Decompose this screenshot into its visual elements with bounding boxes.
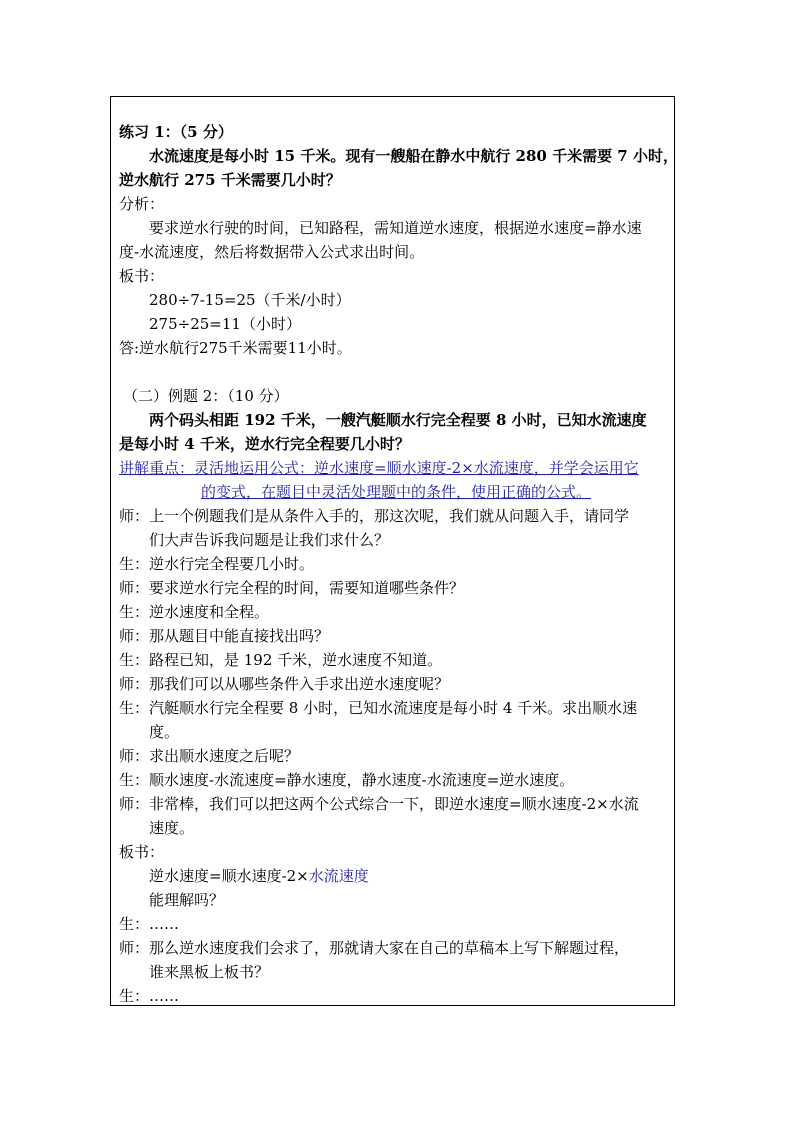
dialogue-line: 度。: [149, 723, 180, 741]
dialogue-line: 生：……: [119, 987, 180, 1005]
dialogue-line: 师：求出顺水速度之后呢？: [119, 747, 300, 765]
dialogue-line: 师：要求逆水行完全程的时间，需要知道哪些条件？: [119, 579, 465, 597]
dialogue-line: 师：非常棒，我们可以把这两个公式综合一下，即逆水速度=顺水速度-2×水流: [119, 795, 639, 813]
lesson-table-cell: [110, 96, 678, 1006]
ex2-focus-line1: [119, 457, 639, 479]
dialogue-line: 生：汽艇顺水行完全程要 8 小时，已知水流速度是每小时 4 千米。求出顺水速: [119, 699, 638, 717]
dialogue-line: 生：逆水速度和全程。: [119, 603, 270, 621]
ex2-focus-label: 讲解重点：: [119, 459, 195, 477]
board2-formula-blue: 水流速度: [308, 867, 369, 885]
ex1-analysis-label: 分析：: [119, 195, 165, 213]
ex1-problem-line1: 水流速度是每小时 15 千米。现有一艘船在静水中航行 280 千米需要 7 小时，: [149, 147, 678, 165]
ex1-title: 练习 1：（5 分）: [119, 123, 233, 141]
dialogue-line: 生：逆水行完全程要几小时。: [119, 555, 315, 573]
board2-formula: [149, 865, 369, 887]
dialogue-line: 师：那从题目中能直接找出吗？: [119, 627, 330, 645]
ex2-focus-text2: 的变式，在题目中灵活处理题中的条件，使用正确的公式。: [201, 483, 592, 501]
board2-ask: 能理解吗？: [149, 891, 225, 909]
dialogue-line: 速度。: [149, 819, 195, 837]
ex1-problem-line2: 逆水航行 275 千米需要几小时？: [119, 171, 341, 189]
dialogue-line: 谁来黑板上板书？: [149, 963, 270, 981]
ex1-calc2: 275÷25=11（小时）: [149, 315, 301, 333]
ex2-focus-line2: [119, 481, 591, 503]
dialogue-line: 生：顺水速度-水流速度=静水速度，静水速度-水流速度=逆水速度。: [119, 771, 575, 789]
board2-label: 板书：: [119, 843, 165, 861]
dialogue-line: 师：那么逆水速度我们会求了，那就请大家在自己的草稿本上写下解题过程，: [119, 939, 630, 957]
ex1-analysis-line1: 要求逆水行驶的时间，已知路程，需知道逆水速度，根据逆水速度=静水速: [149, 219, 642, 237]
ex1-answer: 答:逆水航行275千米需要11小时。: [119, 339, 352, 357]
ex1-calc1: 280÷7-15=25（千米/小时）: [149, 291, 351, 309]
dialogue-line: 生：……: [119, 915, 180, 933]
dialogue-line: 们大声告诉我问题是让我们求什么？: [149, 531, 390, 549]
ex1-analysis-line2: 度-水流速度，然后将数据带入公式求出时间。: [119, 243, 425, 261]
dialogue-line: 师：那我们可以从哪些条件入手求出逆水速度呢？: [119, 675, 450, 693]
ex2-focus-text1: 灵活地运用公式：逆水速度=顺水速度-2×水流速度，并学会运用它: [194, 459, 639, 477]
ex1-board-label: 板书：: [119, 267, 165, 285]
board2-formula-black: 逆水速度=顺水速度-2×: [149, 867, 309, 885]
dialogue-line: 师：上一个例题我们是从条件入手的，那这次呢，我们就从问题入手，请同学: [119, 507, 630, 525]
ex2-title: （二）例题 2：（10 分）: [123, 387, 289, 405]
dialogue-line: 生：路程已知，是 192 千米，逆水速度不知道。: [119, 651, 443, 669]
ex2-problem-line1: 两个码头相距 192 千米，一艘汽艇顺水行完全程要 8 小时，已知水流速度: [149, 411, 647, 429]
ex2-problem-line2: 是每小时 4 千米，逆水行完全程要几小时？: [119, 435, 410, 453]
